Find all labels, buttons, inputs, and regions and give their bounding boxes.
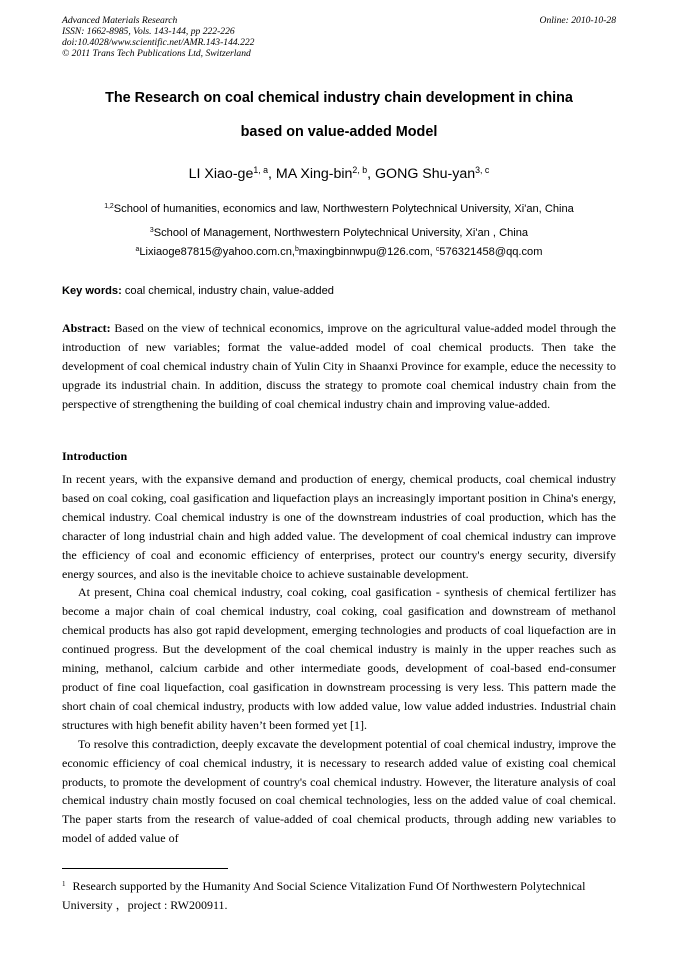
journal-name: Advanced Materials Research: [62, 15, 178, 26]
email-mark: a: [135, 246, 140, 254]
email-c: 576321458@qq.com: [439, 246, 543, 258]
keywords-label: Key words:: [62, 285, 122, 297]
footnote-mark: 1: [62, 880, 66, 889]
journal-header: [62, 15, 254, 59]
author-list: LI Xiao-ge$^{1, a}$, MA Xing-bin$^{2, b}$, GONG Shu-yan$^{3, c}$: [188, 165, 490, 182]
author-name: GONG Shu-yan: [375, 166, 476, 182]
author-name: MA Xing-bin: [275, 166, 353, 182]
issn-line: ISSN: 1662-8985, Vols. 143-144, pp 222-226: [62, 26, 235, 37]
abstract: [62, 319, 616, 414]
affiliation-2: [62, 227, 616, 239]
abstract-label: Abstract:: [62, 321, 111, 335]
author-emails: [62, 246, 616, 258]
introduction-body: [62, 470, 616, 848]
author-affiliation-mark: 3, c: [475, 165, 490, 176]
affiliation-text: School of Management, Northwestern Polytechnical University, Xi'an , China: [153, 227, 529, 239]
affiliation-mark: 3: [149, 227, 154, 235]
email-mark: b: [294, 246, 299, 254]
doi-line: doi:10.4028/www.scientific.net/AMR.143-144.222: [62, 37, 255, 48]
email-b: maxingbinnwpu@126.com,: [298, 246, 436, 258]
paper-title-line-1: The Research on coal chemical industry chain development in china: [105, 90, 573, 106]
author-name: LI Xiao-ge: [188, 166, 254, 182]
email-a: Lixiaoge87815@yahoo.com.cn,: [139, 246, 295, 258]
abstract-text: Based on the view of technical economics, improve on the agricultural value-added model through the introduction of new variables; format the value-added model of coal chemical products. Then take the development of coal chemical industry chain of Yulin City in Shaanxi Province for example, educe the necessity to upgrade its industrial chain. In addition, discuss the strategy to promote coal chemical industry chain from the perspective of strengthening the building of coal chemical industry chain and improving value-added.: [62, 321, 616, 411]
author-affiliation-mark: 2, b: [352, 165, 368, 176]
affiliation-1: [62, 203, 616, 215]
footnote-divider: [62, 868, 228, 869]
author-affiliation-mark: 1, a: [253, 165, 269, 176]
paragraph: To resolve this contradiction, deeply excavate the development potential of coal chemical industry, improve the economic efficiency of coal chemical industry, it is necessary to research added value of existing coal chemical products, to promote the development of country's coal chemical industry. However, the literature analysis of coal chemical industry chain mostly focused on coal chemical technologies, less on the added value of coal chemical. The paper starts from the research of value-added of coal chemical products, through adding new variables to model of added value of: [62, 736, 616, 846]
paragraph: In recent years, with the expansive demand and production of energy, chemical products, coal chemical industry based on coal coking, coal gasification and liquefaction plays an increasingly important position in China's energy, chemical industry. Coal chemical industry is one of the downstream industries of coal production, which has the character of long industrial chain and high added value. The development of coal chemical industry can improve the efficiency of coal and economic efficiency of enterprises, protect our country's energy security, diversify energy sources, and also is the inevitable choice to achieve sustainable development.: [62, 472, 616, 581]
footnote-text: Research supported by the Humanity And Social Science Vitalization Fund Of Northwestern Polytechnical University ，project : RW200911.: [62, 879, 586, 912]
footnote: [62, 877, 616, 914]
section-heading-introduction: Introduction: [62, 449, 128, 463]
paragraph: At present, China coal chemical industry, coal coking, coal gasification - synthesis of chemical fertilizer has become a major chain of coal chemical industry, coal coking, coal gasification and downstream of methanol chemical products has also got rapid development, emerging technologies and products of coal liquefaction are in continued progress. But the development of the coal chemical industry is mainly in the upper reaches such as mining, methanol, calcium carbide and other intermediate goods, development of coal-based end-consumer product of fine coal liquefaction, coal gasification in downstream processing is very less. This pattern made the short chain of coal chemical industry, products with low added value, low value added industries. Industrial chain structures with high benefit ability haven’t been formed yet [1].: [62, 585, 616, 732]
paper-title-line-2: based on value-added Model: [240, 124, 438, 140]
email-mark: c: [435, 246, 440, 254]
online-date: Online: 2010-10-28: [539, 15, 616, 26]
affiliation-mark: 1,2: [104, 203, 114, 211]
copyright-line: © 2011 Trans Tech Publications Ltd, Switzerland: [62, 48, 251, 59]
affiliation-text: School of humanities, economics and law, Northwestern Polytechnical University, Xi'an, China: [113, 203, 574, 215]
keywords-text: coal chemical, industry chain, value-added: [121, 285, 334, 297]
keywords: [62, 285, 334, 297]
